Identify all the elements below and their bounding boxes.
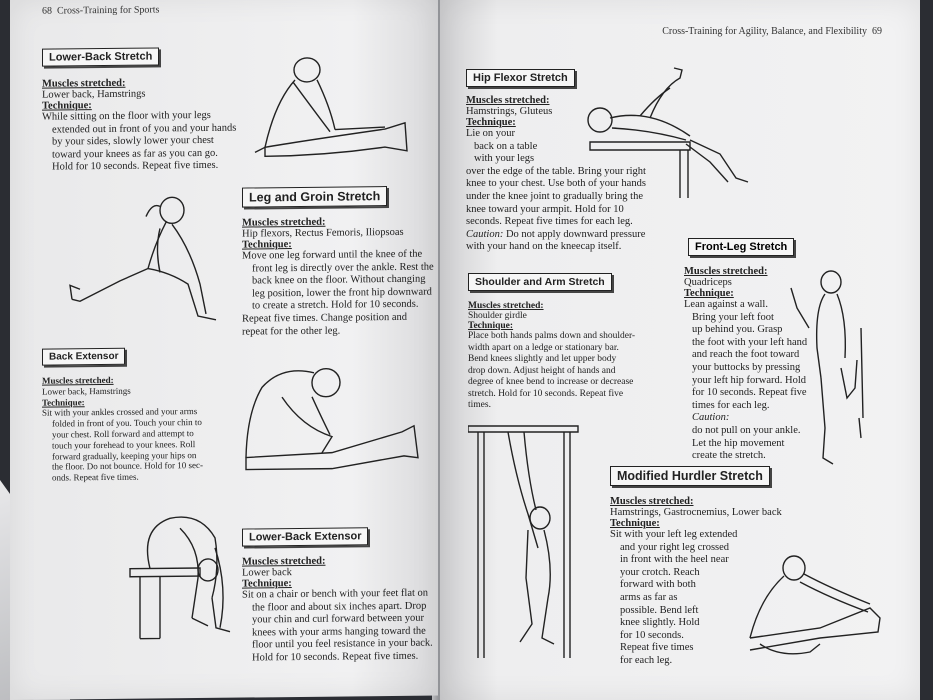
- right-page: [440, 0, 920, 700]
- text-line: width apart on a ledge or stationary bar.: [468, 342, 619, 353]
- text-line: stretch. Hold for 10 seconds. Repeat five: [468, 388, 624, 399]
- caution-text: Do not apply downward pressure: [505, 228, 646, 240]
- text-line: drop down. Adjust height of hands and: [468, 365, 616, 376]
- illustration-seated-forward-bend: [235, 51, 425, 173]
- text-line: forward with both: [620, 579, 696, 591]
- text-line: your chest. Roll forward and attempt to: [52, 428, 194, 440]
- illustration-bench-curl: [120, 508, 240, 659]
- heading-back-extensor: Back Extensor: [42, 348, 125, 366]
- muscles-label: Muscles stretched:: [42, 77, 126, 90]
- section-lower-back-stretch: [42, 45, 257, 174]
- heading-leg-groin-stretch: Leg and Groin Stretch: [242, 186, 387, 208]
- text-line: possible. Bend left: [620, 604, 699, 616]
- text-line: knee toward your armpit. Hold for 10: [466, 203, 624, 215]
- technique-text: [468, 331, 678, 412]
- text-line: times for each leg.: [692, 399, 770, 411]
- text-line: knees with your arms hanging toward the: [252, 625, 426, 639]
- left-page: [10, 0, 438, 700]
- text-line: up behind you. Grasp: [692, 324, 783, 336]
- text-line: back on a table: [474, 140, 538, 152]
- caution-text: with your hand on the kneecap itself.: [466, 241, 622, 253]
- illustration-bar-hang: [468, 418, 588, 658]
- technique-text: [242, 248, 438, 338]
- section-lower-back-extensor: [242, 525, 438, 665]
- text-line: in front with the heel near: [620, 554, 729, 566]
- text-line: forward gradually, keeping your hips on: [52, 449, 197, 462]
- caution-label: Caution:: [692, 412, 730, 424]
- text-line: for each leg.: [620, 654, 673, 666]
- technique-label: Technique:: [468, 321, 514, 331]
- left-page-number: 68: [42, 5, 52, 17]
- text-line: your left hip forward. Hold: [692, 374, 807, 386]
- muscles-text: Hamstrings, Gastrocnemius, Lower back: [610, 507, 782, 518]
- text-line: the floor and about six inches apart. Drop: [252, 600, 427, 614]
- technique-label: Technique:: [242, 578, 292, 590]
- text-line: Hold for 10 seconds. Repeat five times.: [52, 160, 219, 173]
- muscles-text: Hamstrings, Gluteus: [466, 106, 553, 117]
- illustration-table-knee-to-chest: [550, 58, 760, 198]
- text-line: knee slightly. Hold: [620, 617, 700, 629]
- text-line: the foot with your left hand: [692, 336, 808, 348]
- heading-modified-hurdler-stretch: Modified Hurdler Stretch: [610, 466, 770, 486]
- muscles-label: Muscles stretched:: [610, 496, 694, 507]
- text-line: Hold for 10 seconds. Repeat five times.: [252, 650, 419, 664]
- muscles-label: Muscles stretched:: [684, 266, 768, 277]
- text-line: floor until you feel resistance in your back.: [252, 637, 433, 651]
- text-line: onds. Repeat five times.: [52, 471, 139, 483]
- text-line: Lean against a wall.: [684, 299, 768, 310]
- text-line: the floor. Do not bounce. Hold for 10 sec-: [52, 460, 203, 472]
- text-line: leg position, lower the front hip downward: [252, 286, 432, 300]
- illustration-seated-tuck: [222, 356, 432, 488]
- text-line: extended out in front of you and your hands: [52, 122, 237, 136]
- left-running-head: [42, 4, 159, 16]
- text-line: for 10 seconds.: [620, 629, 684, 641]
- right-running-head-text: Cross-Training for Agility, Balance, and Flexibility: [662, 26, 867, 37]
- text-line: Sit on a chair or bench with your feet flat on: [242, 587, 429, 601]
- heading-front-leg-stretch: Front-Leg Stretch: [688, 238, 794, 256]
- text-line: arms as far as: [620, 591, 678, 603]
- text-line: your buttocks by pressing: [692, 361, 801, 373]
- text-line: your crotch. Reach: [620, 566, 700, 578]
- muscles-text: Lower back: [242, 567, 292, 579]
- text-line: times.: [468, 400, 491, 410]
- section-leg-groin-stretch: [242, 185, 438, 338]
- right-running-head: [662, 26, 882, 37]
- muscles-label: Muscles stretched:: [242, 555, 326, 568]
- text-line: Sit with your ankles crossed and your arms: [42, 406, 198, 419]
- text-line: Move one leg forward until the knee of the: [242, 248, 423, 262]
- text-line: and your right leg crossed: [620, 541, 730, 553]
- text-line: Bring your left foot: [692, 311, 774, 323]
- technique-label: Technique:: [242, 239, 292, 251]
- heading-lower-back-extensor: Lower-Back Extensor: [242, 527, 368, 546]
- heading-hip-flexor-stretch: Hip Flexor Stretch: [466, 69, 575, 87]
- text-line: under the knee joint to gradually bring the: [466, 190, 643, 202]
- section-shoulder-arm-stretch: [468, 272, 678, 412]
- text-line: and reach the foot toward: [692, 349, 800, 361]
- text-line: touch your forehead to your knees. Roll: [52, 438, 196, 451]
- text-line: to create a stretch. Hold for 10 seconds.: [252, 299, 419, 312]
- text-line: with your legs: [474, 153, 535, 165]
- text-line: back knee on the floor. Without changing: [252, 273, 426, 287]
- text-line: toward your knees as far as you can go.: [52, 147, 218, 161]
- text-line: by your sides, slowly lower your chest: [52, 135, 214, 148]
- muscles-label: Muscles stretched:: [468, 301, 544, 311]
- caution-text: do not pull on your ankle.: [692, 424, 801, 436]
- muscles-text: Lower back, Hamstrings: [42, 385, 131, 397]
- illustration-hurdler-stretch: [720, 548, 890, 668]
- caution-text: Let the hip movement: [692, 437, 785, 449]
- muscles-label: Muscles stretched:: [466, 95, 550, 106]
- technique-text: [42, 109, 257, 174]
- text-line: Repeat five times. Change position and: [242, 311, 408, 325]
- text-line: over the edge of the table. Bring your right: [466, 165, 646, 177]
- muscles-label: Muscles stretched:: [42, 374, 114, 386]
- caution-text: create the stretch.: [692, 450, 766, 462]
- technique-label: Technique:: [42, 100, 92, 112]
- heading-shoulder-arm-stretch: Shoulder and Arm Stretch: [468, 273, 612, 291]
- caution-label: Caution:: [466, 228, 504, 240]
- heading-lower-back-stretch: Lower-Back Stretch: [42, 47, 159, 66]
- text-line: Bend knees slightly and let upper body: [468, 354, 617, 364]
- text-line: While sitting on the floor with your legs: [42, 109, 211, 123]
- technique-label: Technique:: [42, 396, 85, 408]
- text-line: Sit with your left leg extended: [610, 529, 738, 540]
- text-line: folded in front of you. Touch your chin to: [52, 417, 202, 429]
- muscles-text: Quadriceps: [684, 277, 732, 288]
- right-page-number: 69: [872, 26, 882, 37]
- technique-label: Technique:: [610, 518, 660, 529]
- left-running-head-text: Cross-Training for Sports: [57, 4, 160, 17]
- illustration-lunge: [60, 188, 240, 340]
- illustration-standing-quad-stretch: [785, 268, 865, 468]
- text-line: seconds. Repeat five times for each leg.: [466, 216, 633, 228]
- text-line: front leg is directly over the ankle. Rest the: [252, 261, 434, 275]
- text-line: degree of knee bend to increase or decrease: [468, 377, 634, 387]
- technique-label: Technique:: [684, 288, 734, 299]
- technique-label: Technique:: [466, 117, 516, 128]
- text-line: Place both hands palms down and shoulder-: [468, 331, 636, 341]
- muscles-text: Lower back, Hamstrings: [42, 88, 146, 101]
- technique-text: [42, 406, 232, 484]
- text-line: knee to your chest. Use both of your hands: [466, 178, 646, 190]
- text-line: repeat for the other leg.: [242, 325, 341, 338]
- muscles-label: Muscles stretched:: [242, 216, 326, 229]
- section-back-extensor: [42, 345, 232, 484]
- text-line: Repeat five times: [620, 642, 694, 654]
- text-line: Lie on your: [466, 128, 515, 139]
- muscles-text: Hip flexors, Rectus Femoris, Iliopsoas: [242, 226, 404, 240]
- muscles-text: Shoulder girdle: [468, 311, 527, 321]
- text-line: for 10 seconds. Repeat five: [692, 387, 807, 399]
- technique-text: [242, 587, 438, 665]
- text-line: your chin and curl forward between your: [252, 612, 425, 626]
